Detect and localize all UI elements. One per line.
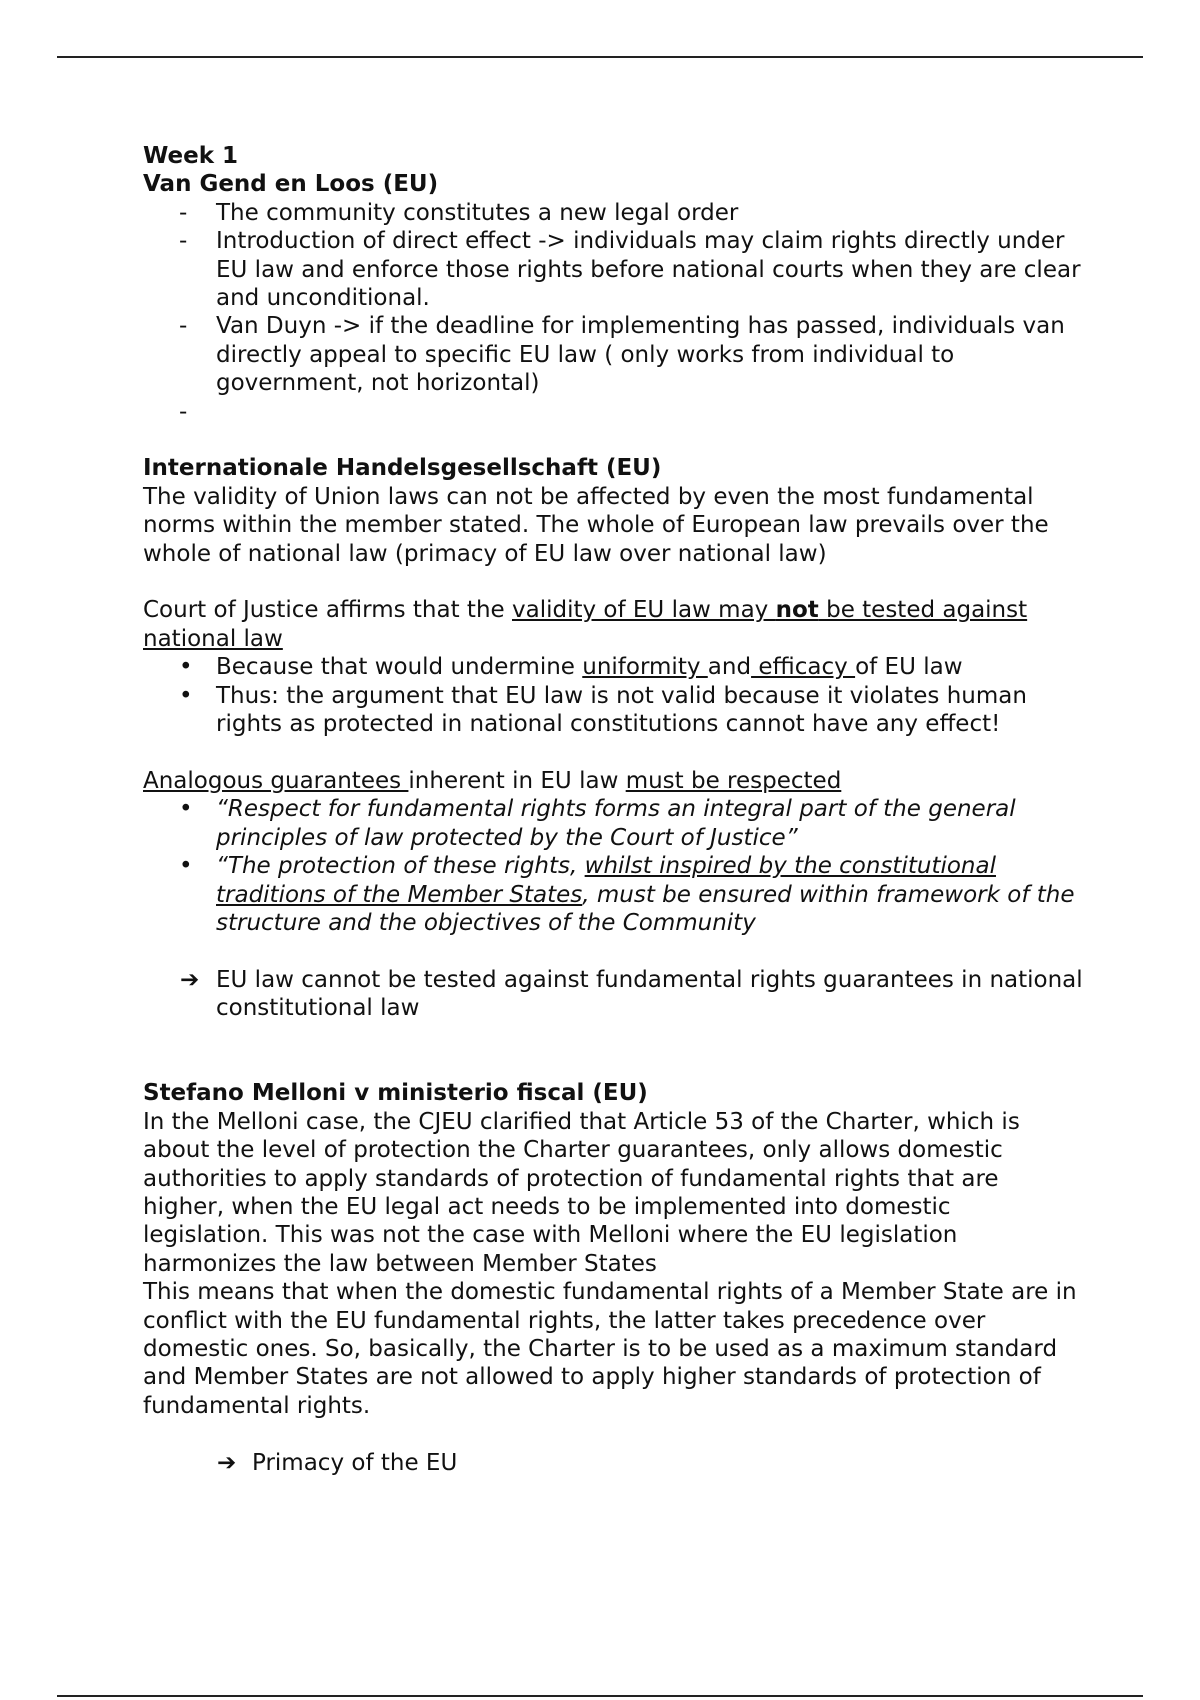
dash-marker: - (179, 398, 188, 425)
list-item: - The community constitutes a new legal order (179, 199, 739, 226)
arrow-icon: ➔ (217, 1449, 237, 1476)
list-item: - Van Duyn -> if the deadline for implementing has passed, individuals van directly appeal to specific EU law ( only works from individual to government, not horizontal) (179, 313, 1065, 397)
arrow-icon: ➔ (180, 966, 200, 993)
header-rule (57, 56, 1143, 58)
list-item: • Because that would undermine uniformity and efficacy of EU law (179, 654, 963, 681)
section-title-van-gend: Van Gend en Loos (EU) (143, 171, 439, 198)
conclusion-item: ➔ Primacy of the EU (217, 1449, 458, 1476)
dash-marker: - (179, 313, 188, 340)
list-item: • “Respect for fundamental rights forms an integral part of the general principles of law protected by the Court of Justice” (179, 796, 1016, 851)
conclusion-item: ➔ EU law cannot be tested against fundamental rights guarantees in national constitutional law (180, 966, 1083, 1022)
list-item: • Thus: the argument that EU law is not valid because it violates human rights as protected in national constitutions cannot have any effect! (179, 682, 1027, 738)
list-item: • “The protection of these rights, whilst inspired by the constitutional traditions of the Member States, must be ensured within framework of the structure and the objectives of the Community (179, 853, 1075, 936)
list-item (143, 398, 1083, 426)
footer-rule (57, 1695, 1143, 1697)
section-title-handelsgesellschaft: Internationale Handelsgesellschaft (EU) (143, 455, 662, 482)
week-heading: Week 1 (143, 143, 239, 169)
paragraph: This means that when the domestic fundamental rights of a Member State are in conflict with the EU fundamental rights, the latter takes precedence over domestic ones. So, basically, the Charter is to be used as a maximum standard and Member States are not allowed to apply higher standards of protection of fundamental rights. (143, 1279, 1077, 1419)
paragraph: In the Melloni case, the CJEU clarified that Article 53 of the Charter, which is about the level of protection the Charter guarantees, only allows domestic authorities to apply standards of protection of fundamental rights that are higher, when the EU legal act needs to be implemented into domestic legislation. This was not the case with Melloni where the EU legislation harmonizes the law between Member States (143, 1108, 1020, 1277)
bullet-marker: • (179, 796, 193, 823)
bullet-marker: • (179, 853, 193, 880)
bullet-marker: • (179, 682, 193, 709)
section-title-melloni: Stefano Melloni v ministerio fiscal (EU) (143, 1080, 648, 1107)
paragraph-court: Court of Justice affirms that the validity of EU law may not be tested against national law (143, 597, 1028, 652)
list-item: - Introduction of direct effect -> individuals may claim rights directly under EU law and enforce those rights before national courts when they are clear and unconditional. (179, 228, 1081, 312)
paragraph: The validity of Union laws can not be affected by even the most fundamental norms within the member stated. The whole of European law prevails over the whole of national law (primacy of EU law over national law) (143, 483, 1049, 567)
dash-marker: - (179, 199, 188, 226)
dash-marker: - (179, 228, 188, 255)
paragraph-analogous: Analogous guarantees inherent in EU law must be respected (143, 767, 842, 794)
document-page (143, 142, 1083, 1477)
bullet-marker: • (179, 654, 193, 681)
